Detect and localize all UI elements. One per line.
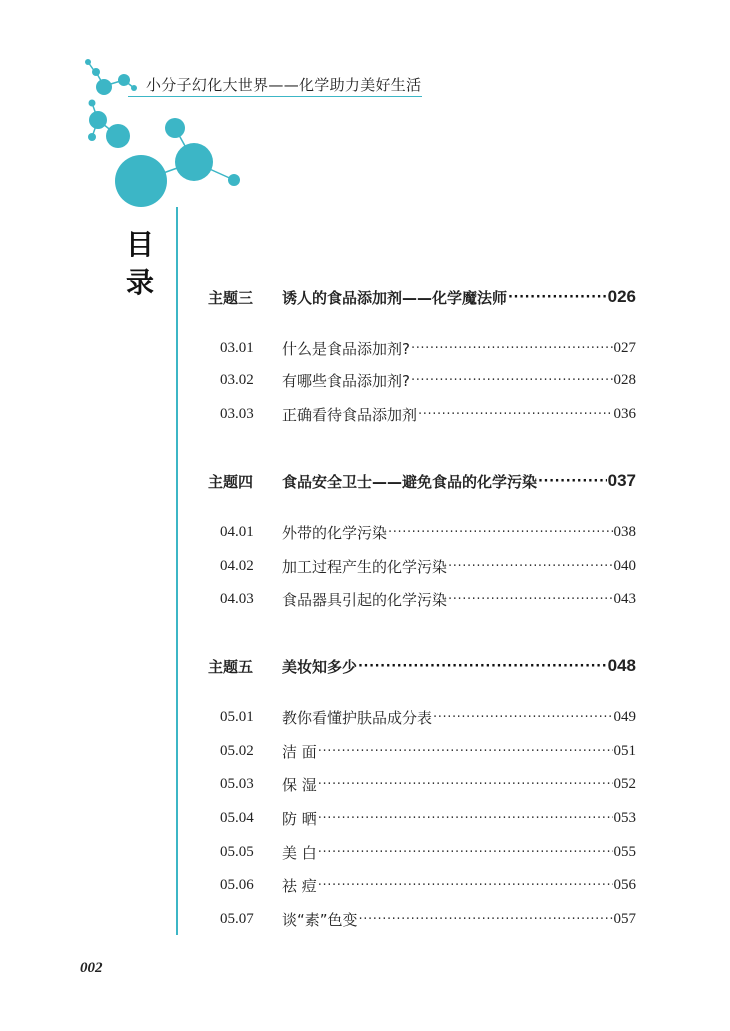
vertical-divider — [176, 207, 178, 935]
header-divider — [128, 96, 422, 97]
item-title: 加工过程产生的化学污染 — [282, 557, 448, 576]
dot-leader — [388, 525, 612, 540]
molecule-atom-10 — [165, 118, 185, 138]
theme-page: 037 — [607, 471, 636, 490]
item-title: 谈“素”色变 — [282, 910, 358, 929]
molecule-decoration-icon — [0, 0, 260, 210]
item-page: 049 — [613, 708, 636, 725]
item-title: 有哪些食品添加剂? — [282, 371, 410, 390]
item-number: 05.04 — [220, 809, 254, 826]
item-number: 05.05 — [220, 843, 254, 860]
item-title: 正确看待食品添加剂 — [282, 405, 418, 424]
item-page: 028 — [613, 371, 636, 388]
molecule-atom-8 — [88, 133, 96, 141]
item-number: 05.03 — [220, 775, 254, 792]
item-title: 洁 面 — [282, 742, 317, 761]
item-number: 03.01 — [220, 339, 254, 356]
molecule-atom-7 — [89, 111, 107, 129]
theme-title: 美妆知多少 — [282, 657, 358, 676]
toc-item-03-02[interactable] — [208, 368, 636, 392]
dot-leader — [418, 407, 612, 422]
item-page: 052 — [613, 775, 636, 792]
item-page: 056 — [613, 876, 636, 893]
theme-label: 主题三 — [208, 288, 254, 307]
dot-leader — [508, 290, 607, 305]
item-number: 05.07 — [220, 910, 254, 927]
dot-leader — [318, 878, 613, 893]
molecule-atom-9 — [106, 124, 130, 148]
toc-heading — [126, 226, 156, 302]
item-page: 040 — [613, 557, 636, 574]
item-number: 04.02 — [220, 557, 254, 574]
dot-leader — [448, 559, 612, 574]
theme-title: 食品安全卫士——避免食品的化学污染 — [282, 472, 538, 491]
toc-item-05-02[interactable] — [208, 739, 636, 763]
dot-leader — [318, 811, 613, 826]
toc-item-04-01[interactable] — [208, 520, 636, 544]
item-number: 03.02 — [220, 371, 254, 388]
item-page: 036 — [613, 405, 636, 422]
molecule-atom-6 — [89, 100, 96, 107]
dot-leader — [433, 710, 612, 725]
toc-item-05-04[interactable] — [208, 806, 636, 830]
item-number: 05.01 — [220, 708, 254, 725]
item-number: 04.03 — [220, 590, 254, 607]
item-title: 美 白 — [282, 843, 317, 862]
item-page: 057 — [613, 910, 636, 927]
dot-leader — [411, 373, 613, 388]
molecule-atom-12 — [115, 155, 167, 207]
toc-theme-4[interactable] — [208, 469, 636, 493]
dot-leader — [318, 777, 613, 792]
item-title: 教你看懂护肤品成分表 — [282, 708, 433, 727]
molecule-atom-2 — [92, 68, 100, 76]
item-page: 027 — [613, 339, 636, 356]
item-page: 053 — [613, 809, 636, 826]
item-title: 什么是食品添加剂? — [282, 339, 410, 358]
item-title: 祛 痘 — [282, 876, 317, 895]
dot-leader — [318, 744, 613, 759]
theme-page: 026 — [607, 287, 636, 306]
dot-leader — [358, 659, 607, 674]
toc-item-05-06[interactable] — [208, 873, 636, 897]
dot-leader — [411, 341, 613, 356]
dot-leader — [448, 592, 612, 607]
toc-item-05-07[interactable] — [208, 907, 636, 931]
toc-item-05-05[interactable] — [208, 840, 636, 864]
toc-heading-char-2: 录 — [126, 266, 155, 299]
page-number: 002 — [80, 960, 103, 976]
molecule-atom-5 — [131, 85, 137, 91]
item-page: 051 — [613, 742, 636, 759]
theme-label: 主题四 — [208, 472, 254, 491]
dot-leader — [318, 845, 613, 860]
item-number: 05.06 — [220, 876, 254, 893]
item-page: 043 — [613, 590, 636, 607]
molecule-atom-13 — [228, 174, 240, 186]
item-title: 外带的化学污染 — [282, 523, 388, 542]
toc-item-05-01[interactable] — [208, 705, 636, 729]
toc-heading-char-1: 目 — [126, 228, 155, 261]
molecule-atom-3 — [96, 79, 112, 95]
toc-item-03-03[interactable] — [208, 402, 636, 426]
dot-leader — [359, 912, 613, 927]
theme-label: 主题五 — [208, 657, 254, 676]
item-title: 防 晒 — [282, 809, 317, 828]
book-title: 小分子幻化大世界——化学助力美好生活 — [146, 76, 422, 94]
molecule-atom-4 — [118, 74, 130, 86]
molecule-atom-1 — [85, 59, 91, 65]
toc-theme-5[interactable] — [208, 654, 636, 678]
dot-leader — [538, 474, 607, 489]
toc-item-03-01[interactable] — [208, 336, 636, 360]
item-title: 食品器具引起的化学污染 — [282, 590, 448, 609]
item-number: 04.01 — [220, 523, 254, 540]
toc-item-04-02[interactable] — [208, 554, 636, 578]
theme-page: 048 — [607, 656, 636, 675]
item-number: 03.03 — [220, 405, 254, 422]
molecule-atom-11 — [175, 143, 213, 181]
item-title: 保 湿 — [282, 775, 317, 794]
theme-title: 诱人的食品添加剂——化学魔法师 — [282, 288, 508, 307]
toc-theme-3[interactable] — [208, 285, 636, 309]
toc-item-05-03[interactable] — [208, 772, 636, 796]
item-number: 05.02 — [220, 742, 254, 759]
toc-item-04-03[interactable] — [208, 587, 636, 611]
item-page: 038 — [613, 523, 636, 540]
item-page: 055 — [613, 843, 636, 860]
